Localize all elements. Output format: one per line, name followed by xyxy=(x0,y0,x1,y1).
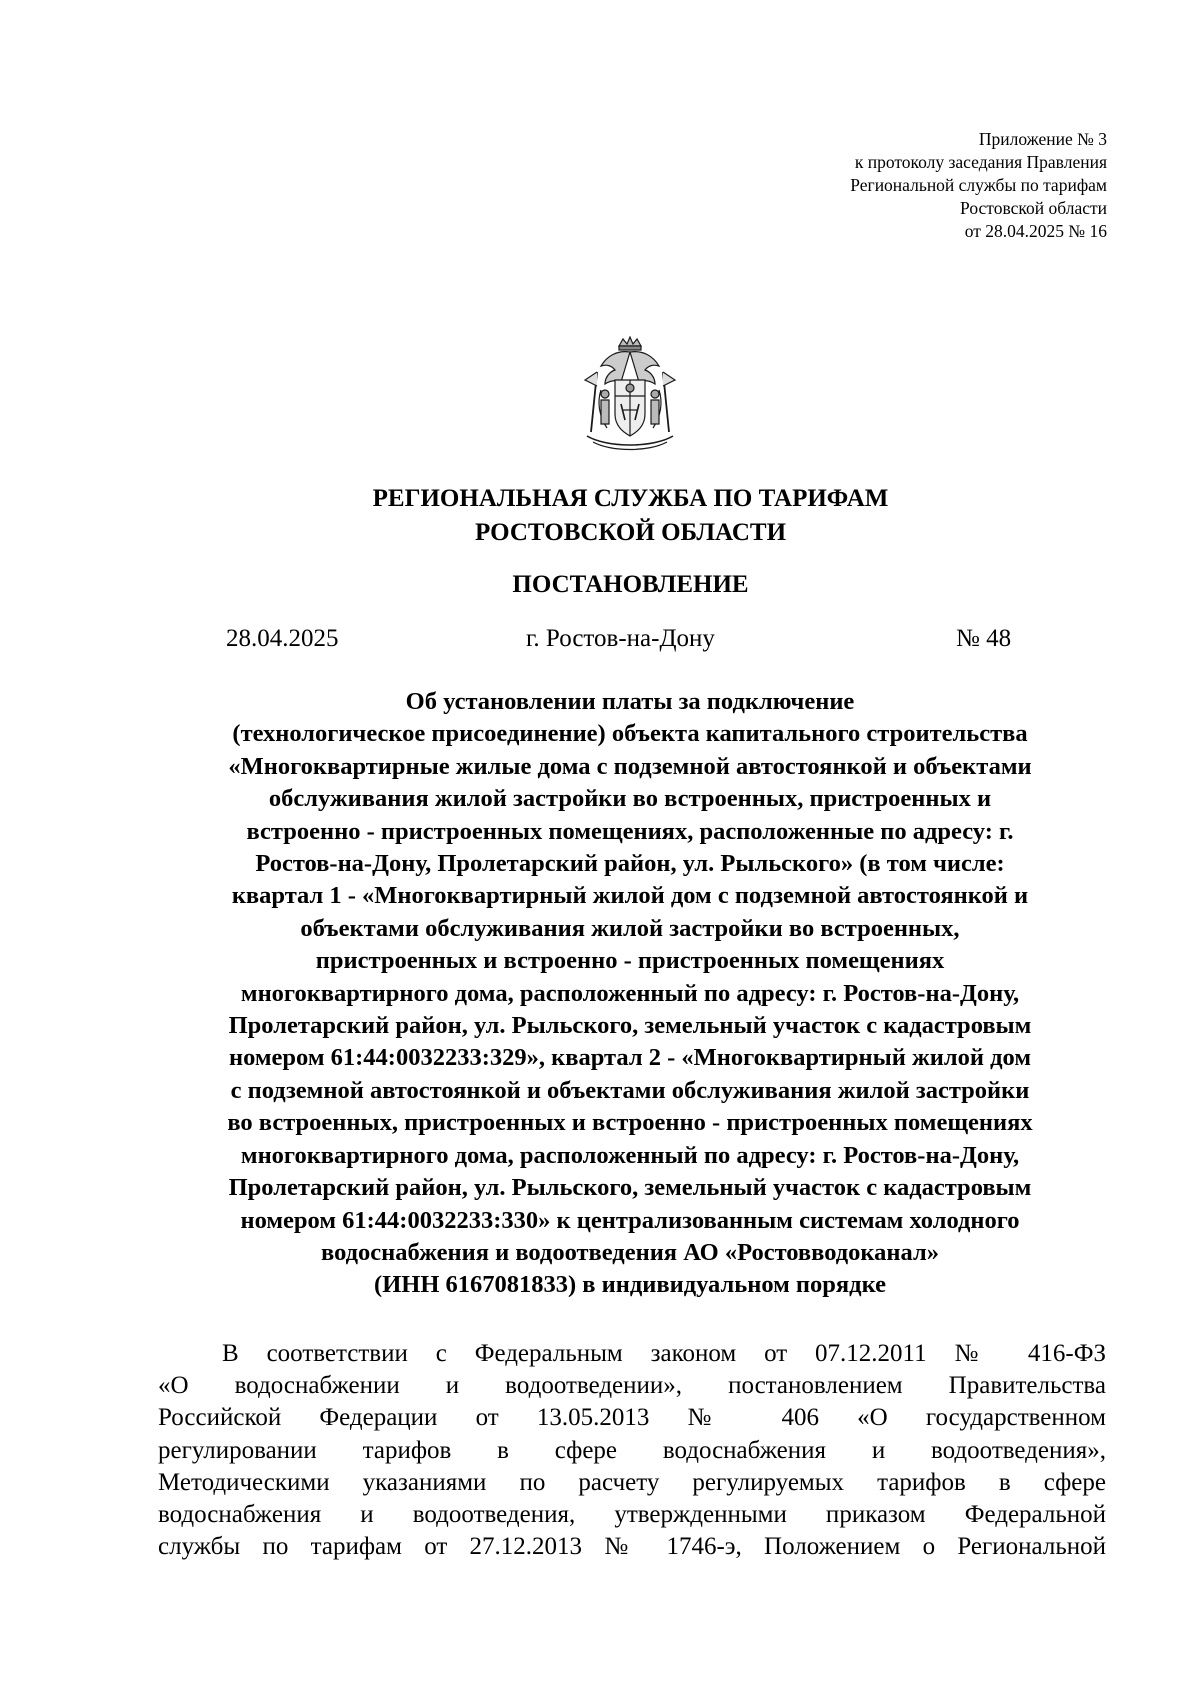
appendix-line: к протоколу заседания Правления xyxy=(854,152,1107,172)
body-line: водоснабжения и водоотведения, утвержденными приказом Федеральной xyxy=(158,1500,1106,1528)
appendix-line: от 28.04.2025 № 16 xyxy=(964,221,1107,241)
subject-line: с подземной автостоянкой и объектами обслуживания жилой застройки xyxy=(230,1076,1030,1104)
subject-line: обслуживания жилой застройки во встроенных, пристроенных и xyxy=(268,785,992,813)
subject-line: Пролетарский район, ул. Рыльского, земельный участок с кадастровым xyxy=(228,1012,1032,1040)
organization-title-line: РОСТОВСКОЙ ОБЛАСТИ xyxy=(474,519,787,546)
appendix-line: Приложение № 3 xyxy=(978,129,1107,149)
document-subject xyxy=(150,686,1110,1302)
subject-line: Об установлении платы за подключение xyxy=(405,688,855,715)
subject-line: встроенно - пристроенных помещениях, расположенные по адресу: г. xyxy=(246,817,1014,845)
document-type-heading: ПОСТАНОВЛЕНИЕ xyxy=(512,571,749,598)
appendix-line: Ростовской области xyxy=(960,198,1107,218)
body-line: В соответствии с Федеральным законом от 07.12.2011 № 416-ФЗ xyxy=(222,1340,1106,1367)
organization-title xyxy=(0,482,1200,550)
appendix-note xyxy=(850,128,1107,243)
subject-line: (ИНН 6167081833) в индивидуальном порядке xyxy=(374,1271,886,1299)
body-paragraph xyxy=(158,1338,1106,1563)
subject-line: квартал 1 - «Многоквартирный жилой дом с подземной автостоянкой и xyxy=(231,882,1029,910)
subject-line: Ростов-на-Дону, Пролетарский район, ул. Рыльского» (в том числе: xyxy=(255,850,1005,878)
organization-title-line: РЕГИОНАЛЬНАЯ СЛУЖБА ПО ТАРИФАМ xyxy=(372,485,889,512)
body-line: «О водоснабжении и водоотведении», постановлением Правительства xyxy=(158,1372,1106,1400)
subject-line: (технологическое присоединение) объекта капитального строительства xyxy=(232,720,1028,748)
subject-line: Пролетарский район, ул. Рыльского, земельный участок с кадастровым xyxy=(228,1174,1032,1202)
subject-line: водоснабжения и водоотведения АО «Ростовводоканал» xyxy=(321,1238,939,1266)
coat-of-arms-icon xyxy=(577,336,683,454)
subject-line: многоквартирного дома, расположенный по адресу: г. Ростов-на-Дону, xyxy=(240,1141,1020,1169)
document-date: 28.04.2025 xyxy=(226,625,339,652)
body-line: Российской Федерации от 13.05.2013 № 406 «О государственном xyxy=(158,1404,1106,1432)
body-line: Методическими указаниями по расчету регулируемых тарифов в сфере xyxy=(158,1468,1106,1496)
document-number: № 48 xyxy=(956,625,1012,652)
subject-line: «Многоквартирные жилые дома с подземной автостоянкой и объектами xyxy=(228,752,1032,780)
body-line: службы по тарифам от 27.12.2013 № 1746-э, Положением о Региональной xyxy=(158,1533,1106,1561)
subject-line: пристроенных и встроенно - пристроенных помещениях xyxy=(315,947,945,975)
subject-line: номером 61:44:0032233:330» к централизованным системам холодного xyxy=(240,1206,1020,1234)
body-line: регулировании тарифов в сфере водоснабжения и водоотведения», xyxy=(158,1436,1106,1464)
subject-line: многоквартирного дома, расположенный по адресу: г. Ростов-на-Дону, xyxy=(240,979,1020,1007)
subject-line: объектами обслуживания жилой застройки во встроенных, xyxy=(300,914,960,942)
subject-line: номером 61:44:0032233:329», квартал 2 - «Многоквартирный жилой дом xyxy=(228,1044,1032,1072)
appendix-line: Региональной службы по тарифам xyxy=(850,175,1107,195)
subject-line: во встроенных, пристроенных и встроенно - пристроенных помещениях xyxy=(227,1109,1033,1137)
document-city: г. Ростов-на-Дону xyxy=(526,625,715,652)
